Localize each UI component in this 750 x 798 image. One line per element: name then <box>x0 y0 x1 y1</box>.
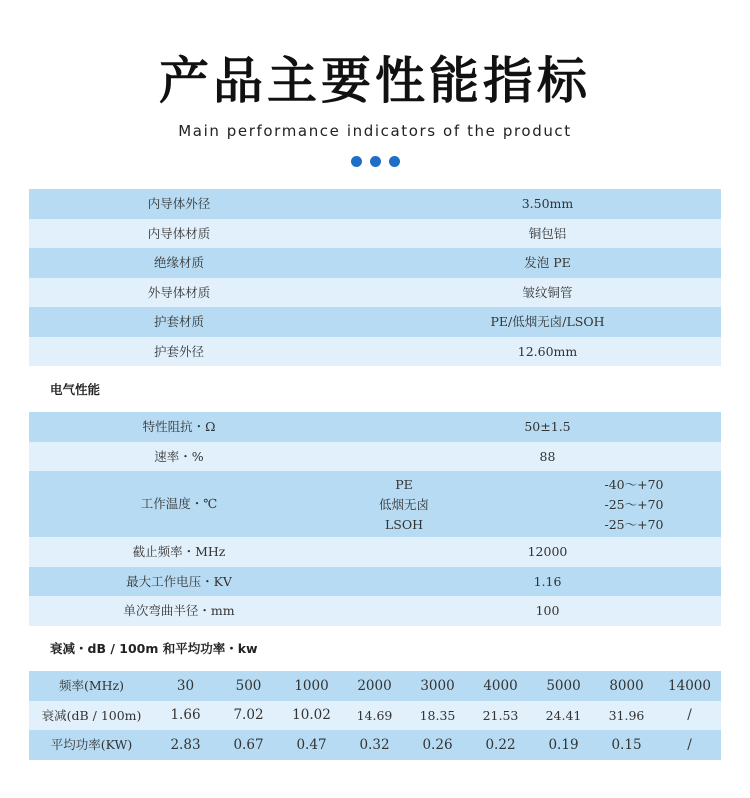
table-row <box>29 278 721 307</box>
power-cell: / <box>687 737 692 753</box>
table-row <box>29 219 721 248</box>
dot-icon <box>370 156 381 167</box>
power-cell: 0.47 <box>296 737 327 753</box>
electrical-table <box>29 412 721 626</box>
temp-range: -25～+70 <box>604 517 664 532</box>
attenuation-cell: 24.41 <box>545 708 582 723</box>
row-label: 平均功率(KW) <box>50 737 133 752</box>
row-value: 发泡 PE <box>524 255 571 270</box>
attenuation-cell: 10.02 <box>292 707 331 723</box>
frequency-cell: 4000 <box>483 678 518 694</box>
row-label: 绝缘材质 <box>153 255 204 270</box>
table-row <box>29 442 721 471</box>
power-cell: 2.83 <box>170 737 201 753</box>
row-label: 内导体材质 <box>147 226 211 241</box>
temp-range: -25～+70 <box>604 497 664 512</box>
frequency-cell: 500 <box>235 678 262 694</box>
attenuation-cell: / <box>687 707 692 723</box>
power-cell: 0.26 <box>422 737 453 753</box>
table-row <box>29 412 721 442</box>
frequency-cell: 14000 <box>668 678 711 694</box>
table-row <box>29 567 721 596</box>
table-row <box>29 248 721 278</box>
row-value: 1.16 <box>533 574 562 589</box>
row-label: 护套外径 <box>153 344 204 359</box>
attenuation-cell: 1.66 <box>170 707 201 723</box>
frequency-cell: 8000 <box>609 678 644 694</box>
table-row <box>29 596 721 626</box>
attenuation-cell: 31.96 <box>608 708 645 723</box>
dot-icon <box>389 156 400 167</box>
row-value: 皱纹铜管 <box>522 285 573 300</box>
row-value: 12000 <box>527 544 568 559</box>
power-cell: 0.32 <box>359 737 390 753</box>
row-label: 内导体外径 <box>147 196 211 211</box>
frequency-cell: 30 <box>176 678 195 694</box>
row-label: 外导体材质 <box>147 285 211 300</box>
temp-material: LSOH <box>384 517 423 532</box>
table-row <box>29 537 721 567</box>
table-row-frequency <box>29 671 721 701</box>
decorative-dots <box>0 152 750 164</box>
row-label: 截止频率・MHz <box>132 544 226 559</box>
power-cell: 0.15 <box>611 737 642 753</box>
temp-material: PE <box>395 477 413 492</box>
attenuation-table <box>29 671 721 760</box>
row-value: 3.50mm <box>521 196 574 211</box>
power-cell: 0.67 <box>233 737 264 753</box>
attenuation-cell: 7.02 <box>233 707 264 723</box>
row-label: 衰减(dB / 100m) <box>41 708 142 723</box>
row-label: 单次弯曲半径・mm <box>123 603 235 618</box>
page-subtitle: Main performance indicators of the product <box>178 122 572 140</box>
frequency-cell: 5000 <box>546 678 581 694</box>
row-value: 12.60mm <box>517 344 578 359</box>
attenuation-cell: 21.53 <box>482 708 519 723</box>
table-row <box>29 189 721 219</box>
power-cell: 0.22 <box>485 737 516 753</box>
temp-material: 低烟无卤 <box>378 497 429 512</box>
table-row-attenuation <box>29 701 721 730</box>
table-row <box>29 307 721 337</box>
dot-icon <box>351 156 362 167</box>
frequency-cell: 1000 <box>294 678 329 694</box>
page-title: 产品主要性能指标 <box>159 52 591 110</box>
row-label: 频率(MHz) <box>58 678 125 693</box>
row-value: 100 <box>535 603 560 618</box>
attenuation-cell: 14.69 <box>356 708 393 723</box>
row-label: 工作温度・℃ <box>140 496 218 511</box>
row-value: PE/低烟无卤/LSOH <box>490 314 605 329</box>
row-value: 50±1.5 <box>524 419 571 434</box>
row-value: 铜包铝 <box>528 226 567 241</box>
row-value: 88 <box>539 449 556 464</box>
row-label: 护套材质 <box>153 314 204 329</box>
temp-range: -40～+70 <box>604 477 664 492</box>
power-cell: 0.19 <box>548 737 579 753</box>
section-heading-electrical: 电气性能 <box>50 382 101 397</box>
section-heading-attenuation: 衰减・dB / 100m 和平均功率・kw <box>50 641 258 656</box>
table-row <box>29 337 721 366</box>
frequency-cell: 3000 <box>420 678 455 694</box>
row-label: 速率・% <box>154 449 204 464</box>
table-row-temperature <box>29 471 721 537</box>
attenuation-cell: 18.35 <box>419 708 456 723</box>
structure-table <box>29 189 721 366</box>
table-row-power <box>29 730 721 760</box>
row-label: 特性阻抗・Ω <box>142 419 216 434</box>
row-label: 最大工作电压・KV <box>126 574 232 589</box>
frequency-cell: 2000 <box>357 678 392 694</box>
